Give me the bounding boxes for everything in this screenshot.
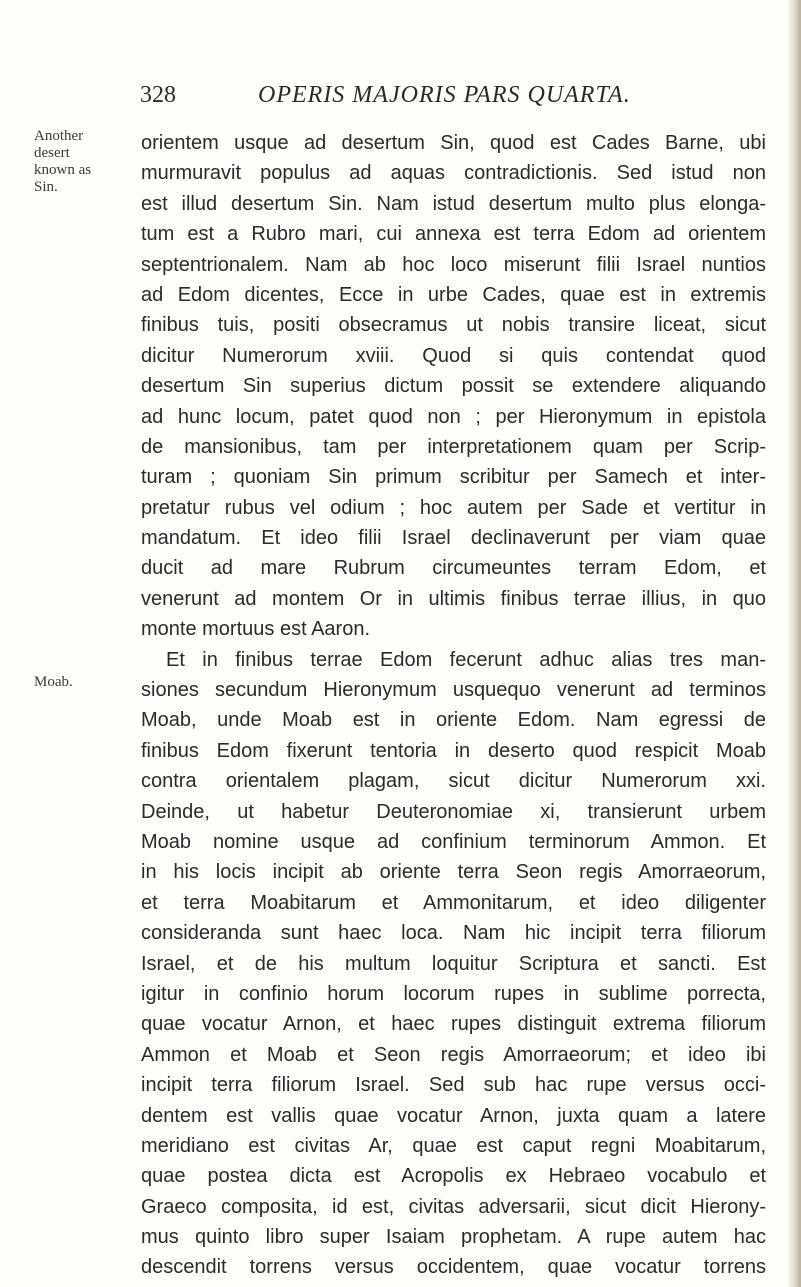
text-line: turam ; quoniam Sin primum scribitur per Samech et inter- [141, 466, 766, 489]
text-line: septentrionalem. Nam ab hoc loco miserunt filii Israel nuntios [141, 253, 766, 276]
text-line: ad hunc locum, patet quod non ; per Hieronymum in epistola [141, 405, 766, 428]
margin-note-line: Another [34, 128, 84, 144]
text-line: murmuravit populus ad aquas contradictionis. Sed istud non [141, 162, 766, 185]
text-line: dentem est vallis quae vocatur Arnon, juxta quam a latere [141, 1104, 766, 1127]
page-header [130, 82, 770, 118]
text-line: meridiano est civitas Ar, quae est caput regni Moabitarum, [141, 1134, 766, 1157]
margin-note-line: desert [34, 145, 70, 161]
running-title: OPERIS MAJORIS PARS QUARTA. [258, 82, 631, 108]
text-line: Deinde, ut habetur Deuteronomiae xi, transierunt urbem [141, 800, 766, 823]
text-line: igitur in confinio horum locorum rupes in sublime porrecta, [141, 982, 766, 1005]
body-text [141, 128, 766, 1283]
text-line: finibus tuis, positi obsecramus ut nobis transire liceat, sicut [141, 314, 766, 337]
text-line: est illud desertum Sin. Nam istud desertum multo plus elonga- [141, 192, 766, 215]
page-edge-shadow [787, 0, 801, 1287]
text-line: de mansionibus, tam per interpretationem quam per Scrip- [141, 435, 766, 458]
text-line: mus quinto libro super Isaiam prophetam. A rupe autem hac [141, 1226, 766, 1249]
text-line: siones secundum Hieronymum usquequo venerunt ad terminos [141, 679, 766, 702]
text-line: pretatur rubus vel odium ; hoc autem per Sade et vertitur in [141, 496, 766, 519]
margin-note-another-desert [34, 128, 124, 196]
text-line: desertum Sin superius dictum possit se extendere aliquando [141, 375, 766, 398]
text-line: Ammon et Moab et Seon regis Amorraeorum; et ideo ibi [141, 1043, 766, 1066]
margin-note-line: Moab. [34, 674, 73, 690]
text-line: ad Edom dicentes, Ecce in urbe Cades, quae est in extremis [141, 283, 766, 306]
text-line: Graeco composita, id est, civitas adversarii, sicut dicit Hierony- [141, 1195, 766, 1218]
text-line: in his locis incipit ab oriente terra Seon regis Amorraeorum, [141, 861, 766, 884]
text-line: mandatum. Et ideo filii Israel declinaverunt per viam quae [141, 527, 766, 550]
text-line: Et in finibus terrae Edom fecerunt adhuc alias tres man- [166, 648, 766, 671]
margin-note-line: Sin. [34, 179, 58, 195]
text-line: tum est a Rubro mari, cui annexa est terra Edom ad orientem [141, 223, 766, 246]
text-line: venerunt ad montem Or in ultimis finibus terrae illius, in quo [141, 587, 766, 610]
text-line: contra orientalem plagam, sicut dicitur Numerorum xxi. [141, 770, 766, 793]
text-line: Israel, et de his multum loquitur Scriptura et sancti. Est [141, 952, 766, 975]
text-line: Moab nomine usque ad confinium terminorum Ammon. Et [141, 830, 766, 853]
text-line: quae postea dicta est Acropolis ex Hebraeo vocabulo et [141, 1165, 766, 1188]
text-line: Moab, unde Moab est in oriente Edom. Nam egressi de [141, 709, 766, 732]
text-line: finibus Edom fixerunt tentoria in deserto quod respicit Moab [141, 739, 766, 762]
text-line: ducit ad mare Rubrum circumeuntes terram Edom, et [141, 557, 766, 580]
text-line: dicitur Numerorum xviii. Quod si quis contendat quod [141, 344, 766, 367]
text-line: et terra Moabitarum et Ammonitarum, et ideo diligenter [141, 891, 766, 914]
text-line: consideranda sunt haec loca. Nam hic incipit terra filiorum [141, 922, 766, 945]
margin-note-line: known as [34, 162, 92, 178]
text-line: descendit torrens versus occidentem, quae vocatur torrens [141, 1256, 766, 1279]
text-line: incipit terra filiorum Israel. Sed sub hac rupe versus occi- [141, 1074, 766, 1097]
page-number: 328 [140, 82, 176, 108]
text-line: quae vocatur Arnon, et haec rupes distinguit extrema filiorum [141, 1013, 766, 1036]
text-line: orientem usque ad desertum Sin, quod est Cades Barne, ubi [141, 132, 766, 154]
margin-note-moab [34, 674, 124, 691]
text-line: monte mortuus est Aaron. [141, 618, 371, 641]
